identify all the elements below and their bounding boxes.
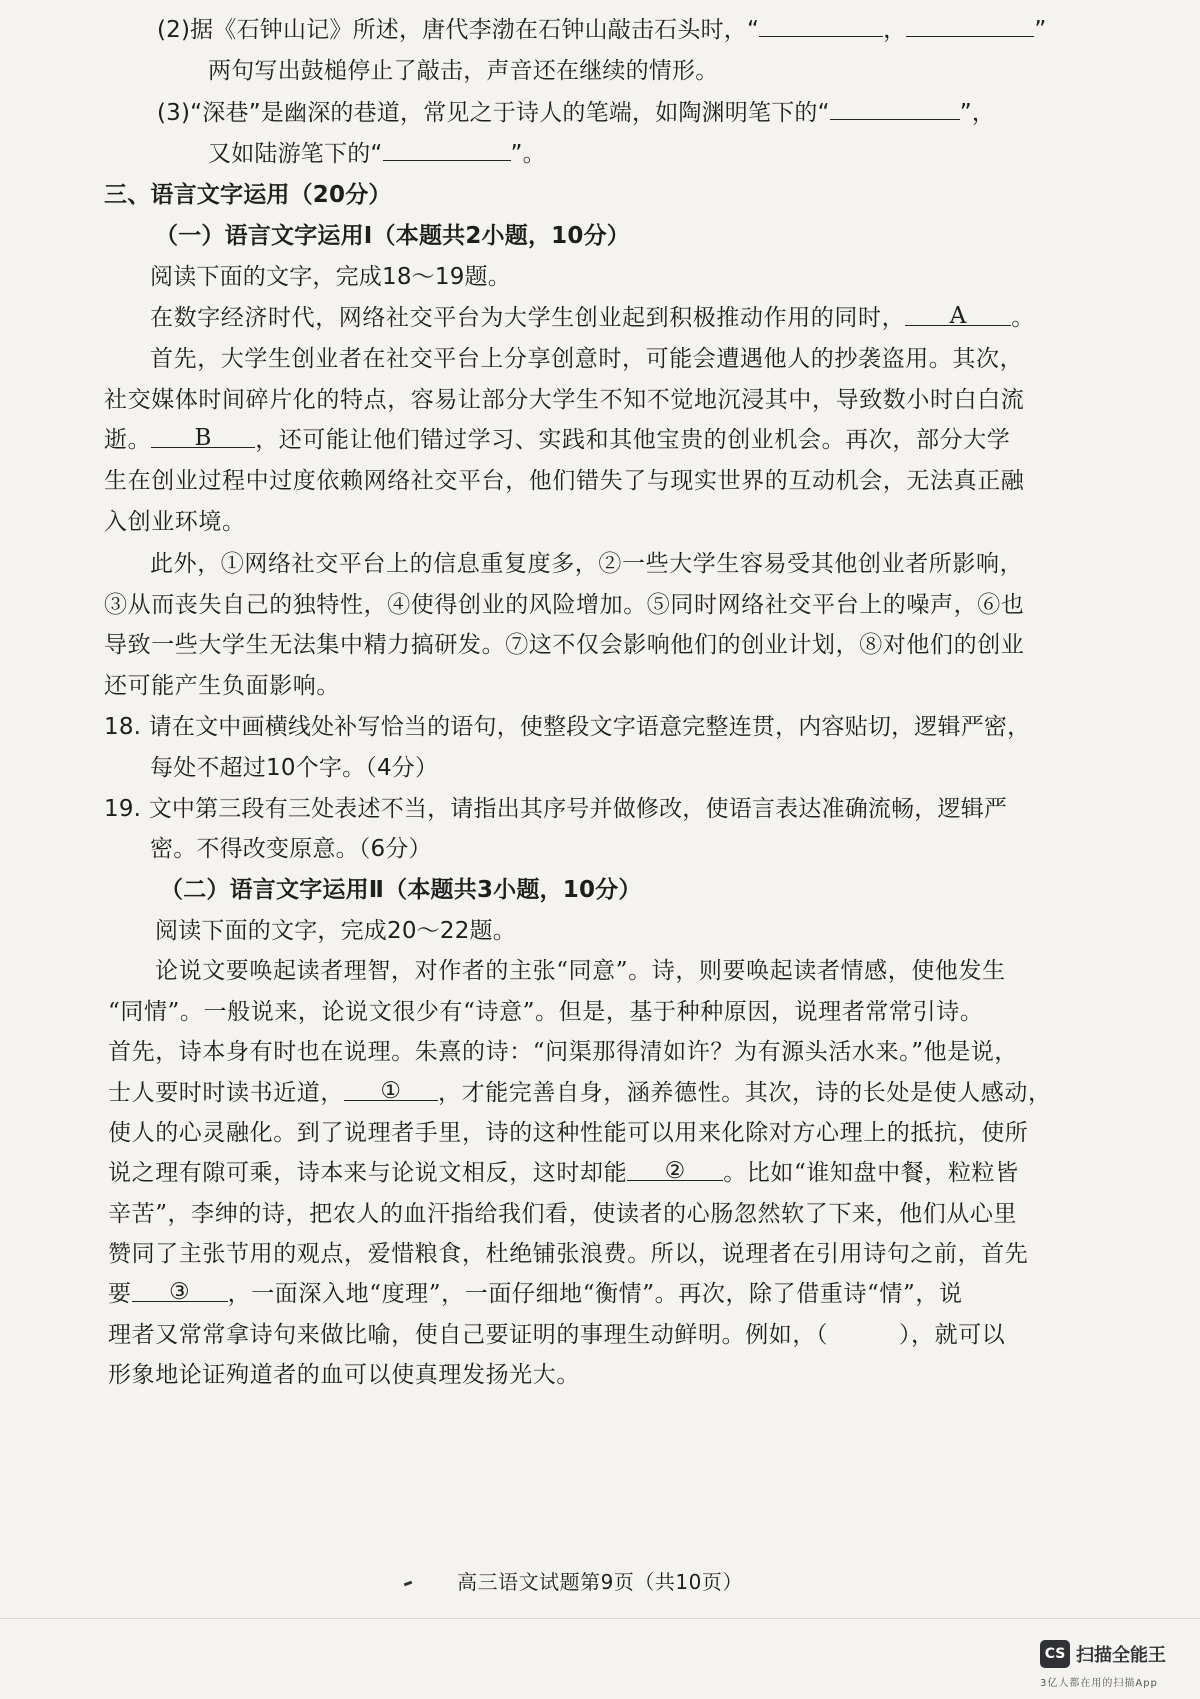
q17-part2-line2: 两句写出鼓槌停止了敲击，声音还在继续的情形。 (208, 58, 719, 84)
q17-part3-line1: (3)“深巷”是幽深的巷道，常见之于诗人的笔端，如陶渊明笔下的“ ”， (157, 97, 995, 128)
passage1-para3-line1: 此外，①网络社交平台上的信息重复度多，②一些大学生容易受其他创业者所影响， (150, 551, 1024, 577)
answer-blank (830, 97, 960, 120)
passage2-line3: 首先，诗本身有时也在说理。朱熹的诗：“问渠那得清如许？为有源头活水来。”他是说， (108, 1039, 1019, 1065)
passage1-para2-line4: 生在创业过程中过度依赖网络社交平台，他们错失了与现实世界的互动机会，无法真正融 (104, 468, 1025, 494)
question-18-line2: 每处不超过10个字。（4分） (150, 755, 439, 781)
passage2-line2: “同情”。一般说来，论说文很少有“诗意”。但是，基于种种原因，说理者常常引诗。 (108, 999, 984, 1025)
passage1-para2-line3: 逝。 B ，还可能让他们错过学习、实践和其他宝贵的创业机会。再次，部分大学 (104, 425, 1011, 453)
passage1-para3-line4: 还可能产生负面影响。 (104, 673, 340, 699)
passage1-para2-line5: 入创业环境。 (104, 509, 246, 535)
passage1-para3-line2: ③从而丧失自己的独特性，④使得创业的风险增加。⑤同时网络社交平台上的噪声，⑥也 (104, 592, 1025, 618)
passage2-line7: 辛苦”，李绅的诗，把农人的血汗指给我们看，使读者的心肠忽然软了下来，他们从心里 (108, 1201, 1018, 1227)
passage2-line9: 要 ③ ，一面深入地“度理”，一面仔细地“衡情”。再次，除了借重诗“情”，说 (108, 1279, 963, 1307)
answer-blank (383, 138, 511, 161)
part1-heading: （一）语言文字运用Ⅰ（本题共2小题，10分） (155, 223, 630, 249)
q17-part3-line2: 又如陆游笔下的“ ”。 (208, 138, 546, 169)
q17-part2-line1: (2)据《石钟山记》所述，唐代李渤在石钟山敲击石头时，“ ， ” (157, 14, 1046, 45)
question-19-line1: 19. 文中第三段有三处表述不当，请指出其序号并做修改，使语言表达准确流畅，逻辑严 (104, 796, 1008, 822)
passage1-para3-line3: 导致一些大学生无法集中精力搞研发。⑦这不仅会影响他们的创业计划，⑧对他们的创业 (104, 632, 1025, 658)
passage1-para2-line2: 社交媒体时间碎片化的特点，容易让部分大学生不知不觉地沉浸其中，导致数小时白白流 (104, 387, 1025, 413)
question-19-line2: 密。不得改变原意。（6分） (150, 836, 432, 862)
passage2-line11: 形象地论证殉道者的血可以使真理发扬光大。 (108, 1362, 580, 1388)
scanner-tagline: 3亿人都在用的扫描App (1040, 1678, 1158, 1689)
section-heading: 三、语言文字运用（20分） (104, 182, 392, 208)
part2-heading: （二）语言文字运用Ⅱ（本题共3小题，10分） (160, 877, 642, 903)
question-18-line1: 18. 请在文中画横线处补写恰当的语句，使整段文字语意完整连贯，内容贴切，逻辑严密， (104, 714, 1031, 740)
blank-3: ③ (132, 1279, 228, 1302)
blank-1: ① (344, 1078, 438, 1101)
passage2-line1: 论说文要唤起读者理智，对作者的主张“同意”。诗，则要唤起读者情感，使他发生 (155, 958, 1006, 984)
passage2-line4: 士人要时时读书近道， ① ，才能完善自身，涵养德性。其次，诗的长处是使人感动， (108, 1078, 1052, 1106)
passage2-line5: 使人的心灵融化。到了说理者手里，诗的这种性能可以用来化除对方心理上的抵抗，使所 (108, 1120, 1029, 1146)
passage1-para1-line1: 在数字经济时代，网络社交平台为大学生创业起到积极推动作用的同时， A 。 (150, 303, 1035, 331)
scanner-watermark (1040, 1640, 1190, 1694)
part1-intro: 阅读下面的文字，完成18～19题。 (150, 264, 511, 290)
passage2-line8: 赞同了主张节用的观点，爱惜粮食，杜绝铺张浪费。所以，说理者在引用诗句之前，首先 (108, 1241, 1029, 1267)
passage2-line10: 理者又常常拿诗句来做比喻，使自己要证明的事理生动鲜明。例如，（ ），就可以 (108, 1322, 1006, 1348)
part2-intro: 阅读下面的文字，完成20～22题。 (155, 918, 516, 944)
scanner-logo-icon: CS (1040, 1640, 1070, 1668)
scan-edge-divider (0, 1618, 1200, 1619)
passage2-line6: 说之理有隙可乘，诗本来与论说文相反，这时却能 ② 。比如“谁知盘中餐，粒粒皆 (108, 1158, 1019, 1186)
scanner-app-name: 扫描全能王 (1076, 1645, 1166, 1666)
passage1-para2-line1: 首先，大学生创业者在社交平台上分享创意时，可能会遭遇他人的抄袭盗用。其次， (150, 346, 1024, 372)
answer-blank (759, 14, 883, 37)
blank-b: B (151, 425, 255, 448)
page-footer: 高三语文试题第9页（共10页） (457, 1570, 743, 1594)
answer-blank (906, 14, 1034, 37)
blank-a: A (905, 303, 1011, 326)
blank-2: ② (627, 1158, 723, 1181)
